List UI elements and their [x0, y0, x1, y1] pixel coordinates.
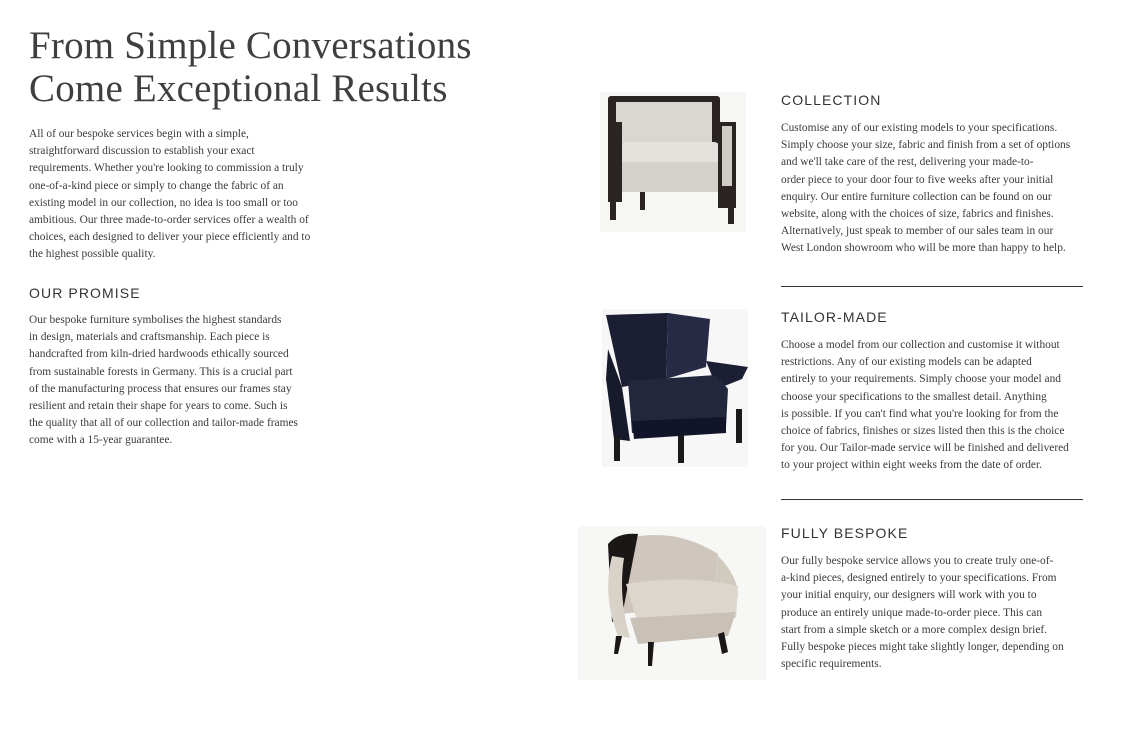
- collection-title: COLLECTION: [781, 92, 882, 108]
- heading-line-2: Come Exceptional Results: [29, 67, 448, 110]
- collection-paragraph: Customise any of our existing models to your specifications. Simply choose your size, fabric and finish from a set of options and we'll take care of the rest, delivering your made-to- order piece to your door four to five weeks after your initial enquiry. Our entire furniture collection can be found on our website, along with the choices of size, fabrics and finishes. Alternatively, just speak to member of our sales team in our West London showroom who will be more than happy to help.: [781, 122, 1071, 255]
- page-heading: [29, 24, 549, 110]
- promise-title: OUR PROMISE: [29, 285, 141, 301]
- fully-bespoke-paragraph: Our fully bespoke service allows you to create truly one-of- a-kind pieces, designed entirely to your specifications. From your initial enquiry, our designers will work with you to produce an entirely unique made-to-order piece. This can start from a simple sketch or a more complex design brief. Fully bespoke pieces might take slightly longer, depending on specific requirements.: [781, 555, 1064, 671]
- fully-bespoke-chair-image: [578, 526, 766, 680]
- service-fully-bespoke: [781, 525, 1091, 673]
- divider-1: [781, 286, 1083, 287]
- promise-paragraph: Our bespoke furniture symbolises the highest standards in design, materials and craftsmanship. Each piece is handcrafted from kiln-dried hardwoods ethically sourced from sustainable forests in Germany. This is a crucial part of the manufacturing process that ensures our frames stay resilient and retain their shape for years to come. Such is the quality that all of our collection and tailor-made frames come with a 15-year guarantee.: [29, 314, 298, 447]
- service-collection: [781, 92, 1091, 258]
- service-tailor-made: [781, 309, 1091, 475]
- intro-paragraph: All of our bespoke services begin with a simple, straightforward discussion to establish your exact requirements. Whether you're looking to commission a truly one-of-a-kind piece or simply to change the fabric of an existing model in our collection, no idea is too small or too ambitious. Our three made-to-order services offer a wealth of choices, each designed to deliver your piece efficiently and to the highest possible quality.: [29, 128, 311, 261]
- tailor-made-title: TAILOR-MADE: [781, 309, 888, 325]
- fully-bespoke-title: FULLY BESPOKE: [781, 525, 909, 541]
- tailor-made-chair-image: [602, 309, 748, 467]
- tailor-made-paragraph: Choose a model from our collection and customise it without restrictions. Any of our existing models can be adapted entirely to your requirements. Simply choose your model and choose your specifications to the smallest detail. Anything is possible. If you can't find what you're looking for from the choice of fabrics, finishes or sizes listed then this is the choice for you. Our Tailor-made service will be finished and delivered to your project within eight weeks from the date of order.: [781, 339, 1069, 472]
- heading-line-1: From Simple Conversations: [29, 24, 472, 67]
- divider-2: [781, 499, 1083, 500]
- collection-chair-image: [600, 92, 746, 232]
